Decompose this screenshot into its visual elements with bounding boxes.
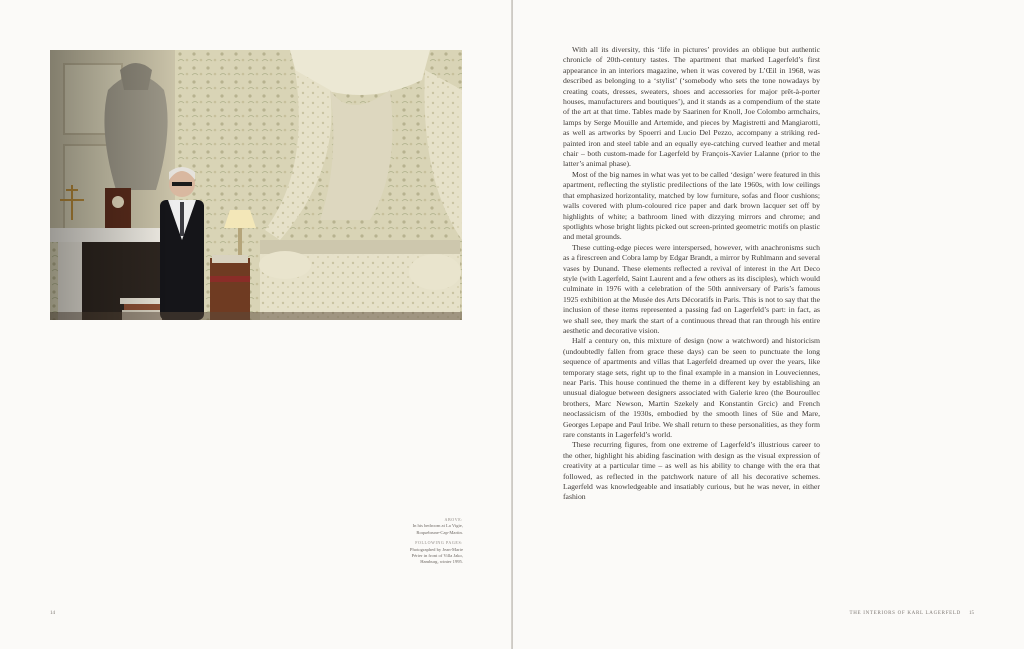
caption-above-line: In his bedroom at La Vigie,	[412, 523, 463, 529]
left-page-number: 14	[50, 611, 55, 616]
caption-following-line: Périer in front of Villa Jako,	[411, 553, 463, 559]
photo-caption	[330, 517, 463, 566]
running-head	[849, 611, 974, 616]
caption-above-line: Roquebrune-Cap-Martin.	[416, 529, 463, 535]
paragraph: Most of the big names in what was yet to be called ‘design’ were featured in this apartment, reflecting the stylistic predilections of the late 1960s, with low ceilings that emphasized horizontality, matched by low furniture, sofas and floor cushions; walls covered with plum-coloured rice paper and dark brown lacquer set off by highlights of white; a bathroom lined with dizzying mirrors and chrome; and spotlights whose bright lights picked out screen-printed geometric motifs on plastic and metal grounds.	[563, 169, 820, 242]
caption-above-label: ABOVE:	[444, 517, 463, 522]
running-head-title: THE INTERIORS OF KARL LAGERFELD	[849, 611, 961, 616]
paragraph: Half a century on, this mixture of design (now a watchword) and historicism (undoubtedly fallen from grace these days) can be seen to punctuate the long sequence of apartments and villas that Lagerfeld dreamed up over the years, like temporary stage sets, right up to the final example in a mansion in Louveciennes, near Paris. This house continued the theme in a different key by establishing an unusual dialogue between designers associated with Galerie kreo (the Bouroullec brothers, Marc Newson, Martin Szekely and Konstantin Grcic) and French neoclassicism of the 1930s, embodied by the smooth lines of Süe and Mare, Georges Lepape and Paul Iribe. We shall return to these personalities, as they form rare constants in Lagerfeld’s world.	[563, 336, 820, 440]
caption-following-label: FOLLOWING PAGES:	[415, 540, 463, 546]
paragraph: With all its diversity, this ‘life in pictures’ provides an oblique but authentic chronicle of 20th-century tastes. The apartment that marked Lagerfeld’s first appearance in an interiors magazine, when it was covered by L’Œil in 1968, was described as belonging to a ‘stylist’ (‘somebody who sets the tone nowadays by creating coats, dresses, sweaters, shoes and accessories for major prêt-à-porter houses, manufacturers and boutiques’), and it stands as a compendium of the state of the art at that time. Tables made by Saarinen for Knoll, Joe Colombo armchairs, lamps by Serge Mouille and Artemide, and pieces by Magistretti and Mangiarotti, as well as artworks by Spoerri and Lucio Del Pezzo, accompany a striking red-painted iron and steel table and an equally eye-catching curved leather and metal chair – both custom-made for Lagerfeld by François-Xavier Lalanne (prior to the latter’s animal phase).	[563, 45, 820, 169]
right-page-number: 15	[969, 611, 974, 616]
caption-following-line: Hamburg, winter 1995.	[420, 559, 463, 565]
left-page	[0, 0, 511, 649]
article-body	[563, 45, 820, 503]
bedroom-photograph	[50, 50, 462, 320]
paragraph: These cutting-edge pieces were interspersed, however, with anachronisms such as a firescreen and Cobra lamp by Edgar Brandt, a mirror by Ruhlmann and several vases by Dunand. These elements reflected a revival of interest in the Art Deco style (with Lagerfeld, Saint Laurent and a few others as its disciples), which would culminate in 1976 with a celebration of the 50th anniversary of Paris’s famous 1925 exhibition at the Musée des Arts Décoratifs in Paris. This is not to say that the inclusion of these items represented a passing fad on Lagerfeld’s part: in fact, as we shall see, they mark the start of a continuous thread that ran through his entire aesthetic and decorative vision.	[563, 242, 820, 335]
paragraph: These recurring figures, from one extreme of Lagerfeld’s illustrious career to the other, highlight his abiding fascination with design as the visual expression of creativity at a particular time – as well as his ability to change with the era that followed, as reflected in the patchwork nature of all his decorative schemes. Lagerfeld was knowledgeable and insatiably curious, but he was never, in either fashion	[563, 440, 820, 502]
caption-following-line: Photographed by Jean-Marie	[409, 546, 463, 552]
